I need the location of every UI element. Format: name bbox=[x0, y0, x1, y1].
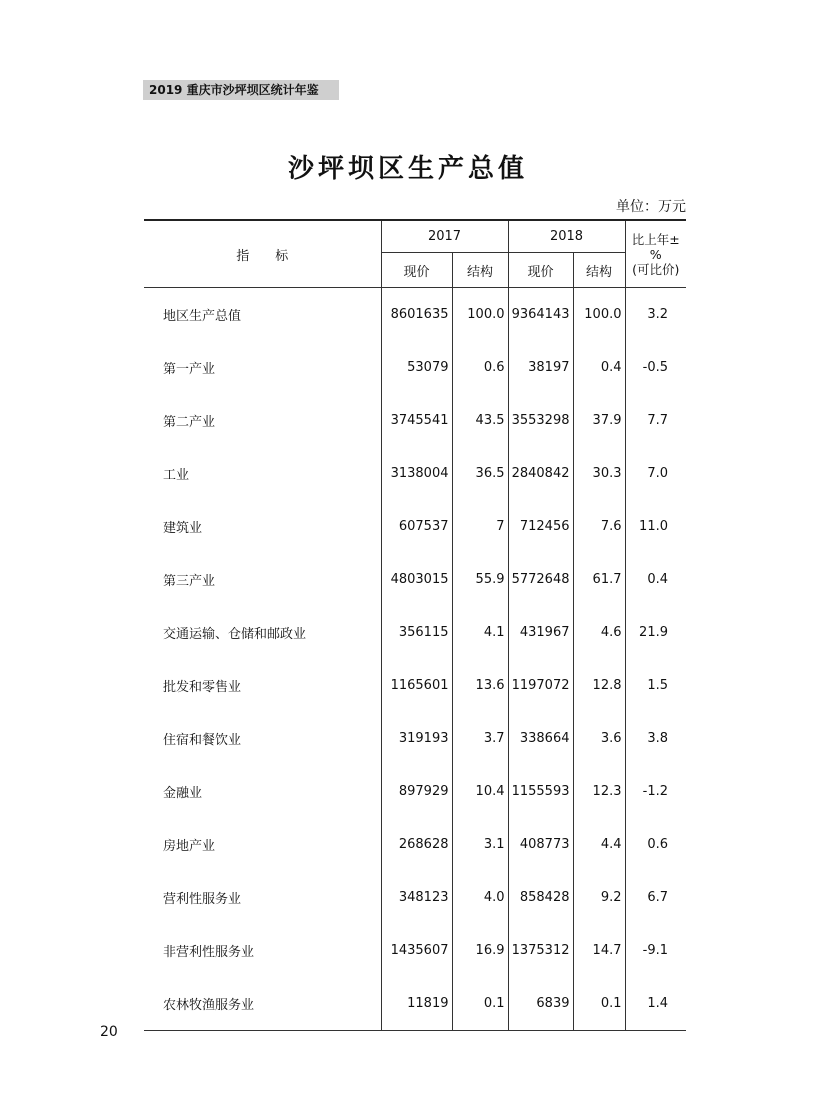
value-2017: 4803015 bbox=[381, 553, 452, 606]
running-head: 2019 重庆市沙坪坝区统计年鉴 bbox=[143, 80, 339, 100]
structure-2017: 3.7 bbox=[452, 712, 508, 765]
value-2018: 6839 bbox=[508, 977, 573, 1031]
change-percent: 0.6 bbox=[625, 818, 686, 871]
change-percent: -9.1 bbox=[625, 924, 686, 977]
table-row bbox=[144, 659, 686, 712]
gdp-table bbox=[144, 219, 686, 1031]
row-label: 第三产业 bbox=[163, 574, 216, 589]
value-2017: 3138004 bbox=[381, 447, 452, 500]
table-row bbox=[144, 553, 686, 606]
value-2017: 1435607 bbox=[381, 924, 452, 977]
change-percent: 21.9 bbox=[625, 606, 686, 659]
structure-2017: 10.4 bbox=[452, 765, 508, 818]
table-row bbox=[144, 871, 686, 924]
table-body bbox=[144, 288, 686, 1031]
value-2017: 268628 bbox=[381, 818, 452, 871]
header-year-2018: 2018 bbox=[508, 220, 625, 253]
header-current-price-2018: 现价 bbox=[508, 253, 573, 288]
row-label: 地区生产总值 bbox=[163, 309, 242, 324]
value-2017: 319193 bbox=[381, 712, 452, 765]
structure-2018: 0.1 bbox=[573, 977, 625, 1031]
structure-2018: 0.4 bbox=[573, 341, 625, 394]
row-label: 农林牧渔服务业 bbox=[144, 977, 381, 1031]
header-change-sub: (可比价) bbox=[632, 261, 680, 277]
value-2018: 431967 bbox=[508, 606, 573, 659]
row-label: 工业 bbox=[163, 468, 190, 483]
header-change bbox=[625, 220, 686, 288]
structure-2017: 7 bbox=[452, 500, 508, 553]
structure-2018: 100.0 bbox=[573, 288, 625, 342]
structure-2018: 61.7 bbox=[573, 553, 625, 606]
row-label: 批发和零售业 bbox=[163, 680, 242, 695]
value-2018: 1197072 bbox=[508, 659, 573, 712]
structure-2018: 4.4 bbox=[573, 818, 625, 871]
structure-2017: 55.9 bbox=[452, 553, 508, 606]
value-2018: 3553298 bbox=[508, 394, 573, 447]
value-2018: 338664 bbox=[508, 712, 573, 765]
structure-2018: 7.6 bbox=[573, 500, 625, 553]
row-label: 住宿和餐饮业 bbox=[163, 733, 242, 748]
row-label: 营利性服务业 bbox=[163, 892, 242, 907]
structure-2017: 100.0 bbox=[452, 288, 508, 342]
change-percent: 3.2 bbox=[625, 288, 686, 342]
value-2018: 408773 bbox=[508, 818, 573, 871]
page-title: 沙坪坝区生产总值 bbox=[287, 154, 528, 184]
structure-2017: 43.5 bbox=[452, 394, 508, 447]
table-row bbox=[144, 394, 686, 447]
value-2018: 2840842 bbox=[508, 447, 573, 500]
value-2017: 607537 bbox=[381, 500, 452, 553]
value-2018: 712456 bbox=[508, 500, 573, 553]
change-percent: -1.2 bbox=[625, 765, 686, 818]
change-percent: 0.4 bbox=[625, 553, 686, 606]
value-2018: 1375312 bbox=[508, 924, 573, 977]
structure-2017: 16.9 bbox=[452, 924, 508, 977]
table-row bbox=[144, 765, 686, 818]
header-indicator: 指 标 bbox=[144, 220, 381, 288]
page-number: 20 bbox=[100, 1024, 118, 1040]
value-2017: 356115 bbox=[381, 606, 452, 659]
header-year-2017: 2017 bbox=[381, 220, 508, 253]
table-row bbox=[144, 606, 686, 659]
structure-2017: 0.1 bbox=[452, 977, 508, 1031]
header-change-label: 比上年±% bbox=[631, 231, 680, 262]
value-2018: 38197 bbox=[508, 341, 573, 394]
row-label: 房地产业 bbox=[163, 839, 216, 854]
value-2017: 8601635 bbox=[381, 288, 452, 342]
unit-label: 单位：万元 bbox=[616, 199, 686, 215]
header-structure-2017: 结构 bbox=[452, 253, 508, 288]
table-row bbox=[144, 447, 686, 500]
structure-2018: 37.9 bbox=[573, 394, 625, 447]
change-percent: 6.7 bbox=[625, 871, 686, 924]
change-percent: 11.0 bbox=[625, 500, 686, 553]
table-row bbox=[144, 341, 686, 394]
value-2017: 11819 bbox=[381, 977, 452, 1031]
row-label: 建筑业 bbox=[163, 521, 203, 536]
change-percent: 3.8 bbox=[625, 712, 686, 765]
structure-2018: 30.3 bbox=[573, 447, 625, 500]
table-row bbox=[144, 500, 686, 553]
value-2017: 348123 bbox=[381, 871, 452, 924]
change-percent: 1.4 bbox=[625, 977, 686, 1031]
table-row bbox=[144, 288, 686, 342]
value-2018: 5772648 bbox=[508, 553, 573, 606]
structure-2018: 4.6 bbox=[573, 606, 625, 659]
row-label: 非营利性服务业 bbox=[163, 945, 255, 960]
header-row-years bbox=[144, 220, 686, 253]
header-structure-2018: 结构 bbox=[573, 253, 625, 288]
value-2017: 1165601 bbox=[381, 659, 452, 712]
structure-2018: 3.6 bbox=[573, 712, 625, 765]
table-row bbox=[144, 924, 686, 977]
structure-2017: 13.6 bbox=[452, 659, 508, 712]
row-label: 第二产业 bbox=[163, 415, 216, 430]
value-2018: 858428 bbox=[508, 871, 573, 924]
structure-2017: 4.1 bbox=[452, 606, 508, 659]
structure-2018: 9.2 bbox=[573, 871, 625, 924]
structure-2018: 12.3 bbox=[573, 765, 625, 818]
value-2018: 9364143 bbox=[508, 288, 573, 342]
value-2017: 3745541 bbox=[381, 394, 452, 447]
header-current-price-2017: 现价 bbox=[381, 253, 452, 288]
structure-2017: 3.1 bbox=[452, 818, 508, 871]
change-percent: 7.0 bbox=[625, 447, 686, 500]
table-row bbox=[144, 977, 686, 1031]
structure-2017: 36.5 bbox=[452, 447, 508, 500]
change-percent: 7.7 bbox=[625, 394, 686, 447]
row-label: 第一产业 bbox=[163, 362, 216, 377]
structure-2017: 0.6 bbox=[452, 341, 508, 394]
value-2018: 1155593 bbox=[508, 765, 573, 818]
value-2017: 53079 bbox=[381, 341, 452, 394]
table-row bbox=[144, 818, 686, 871]
row-label: 金融业 bbox=[163, 786, 203, 801]
structure-2017: 4.0 bbox=[452, 871, 508, 924]
structure-2018: 14.7 bbox=[573, 924, 625, 977]
value-2017: 897929 bbox=[381, 765, 452, 818]
change-percent: -0.5 bbox=[625, 341, 686, 394]
row-label: 交通运输、仓储和邮政业 bbox=[163, 627, 307, 642]
change-percent: 1.5 bbox=[625, 659, 686, 712]
structure-2018: 12.8 bbox=[573, 659, 625, 712]
table-row bbox=[144, 712, 686, 765]
